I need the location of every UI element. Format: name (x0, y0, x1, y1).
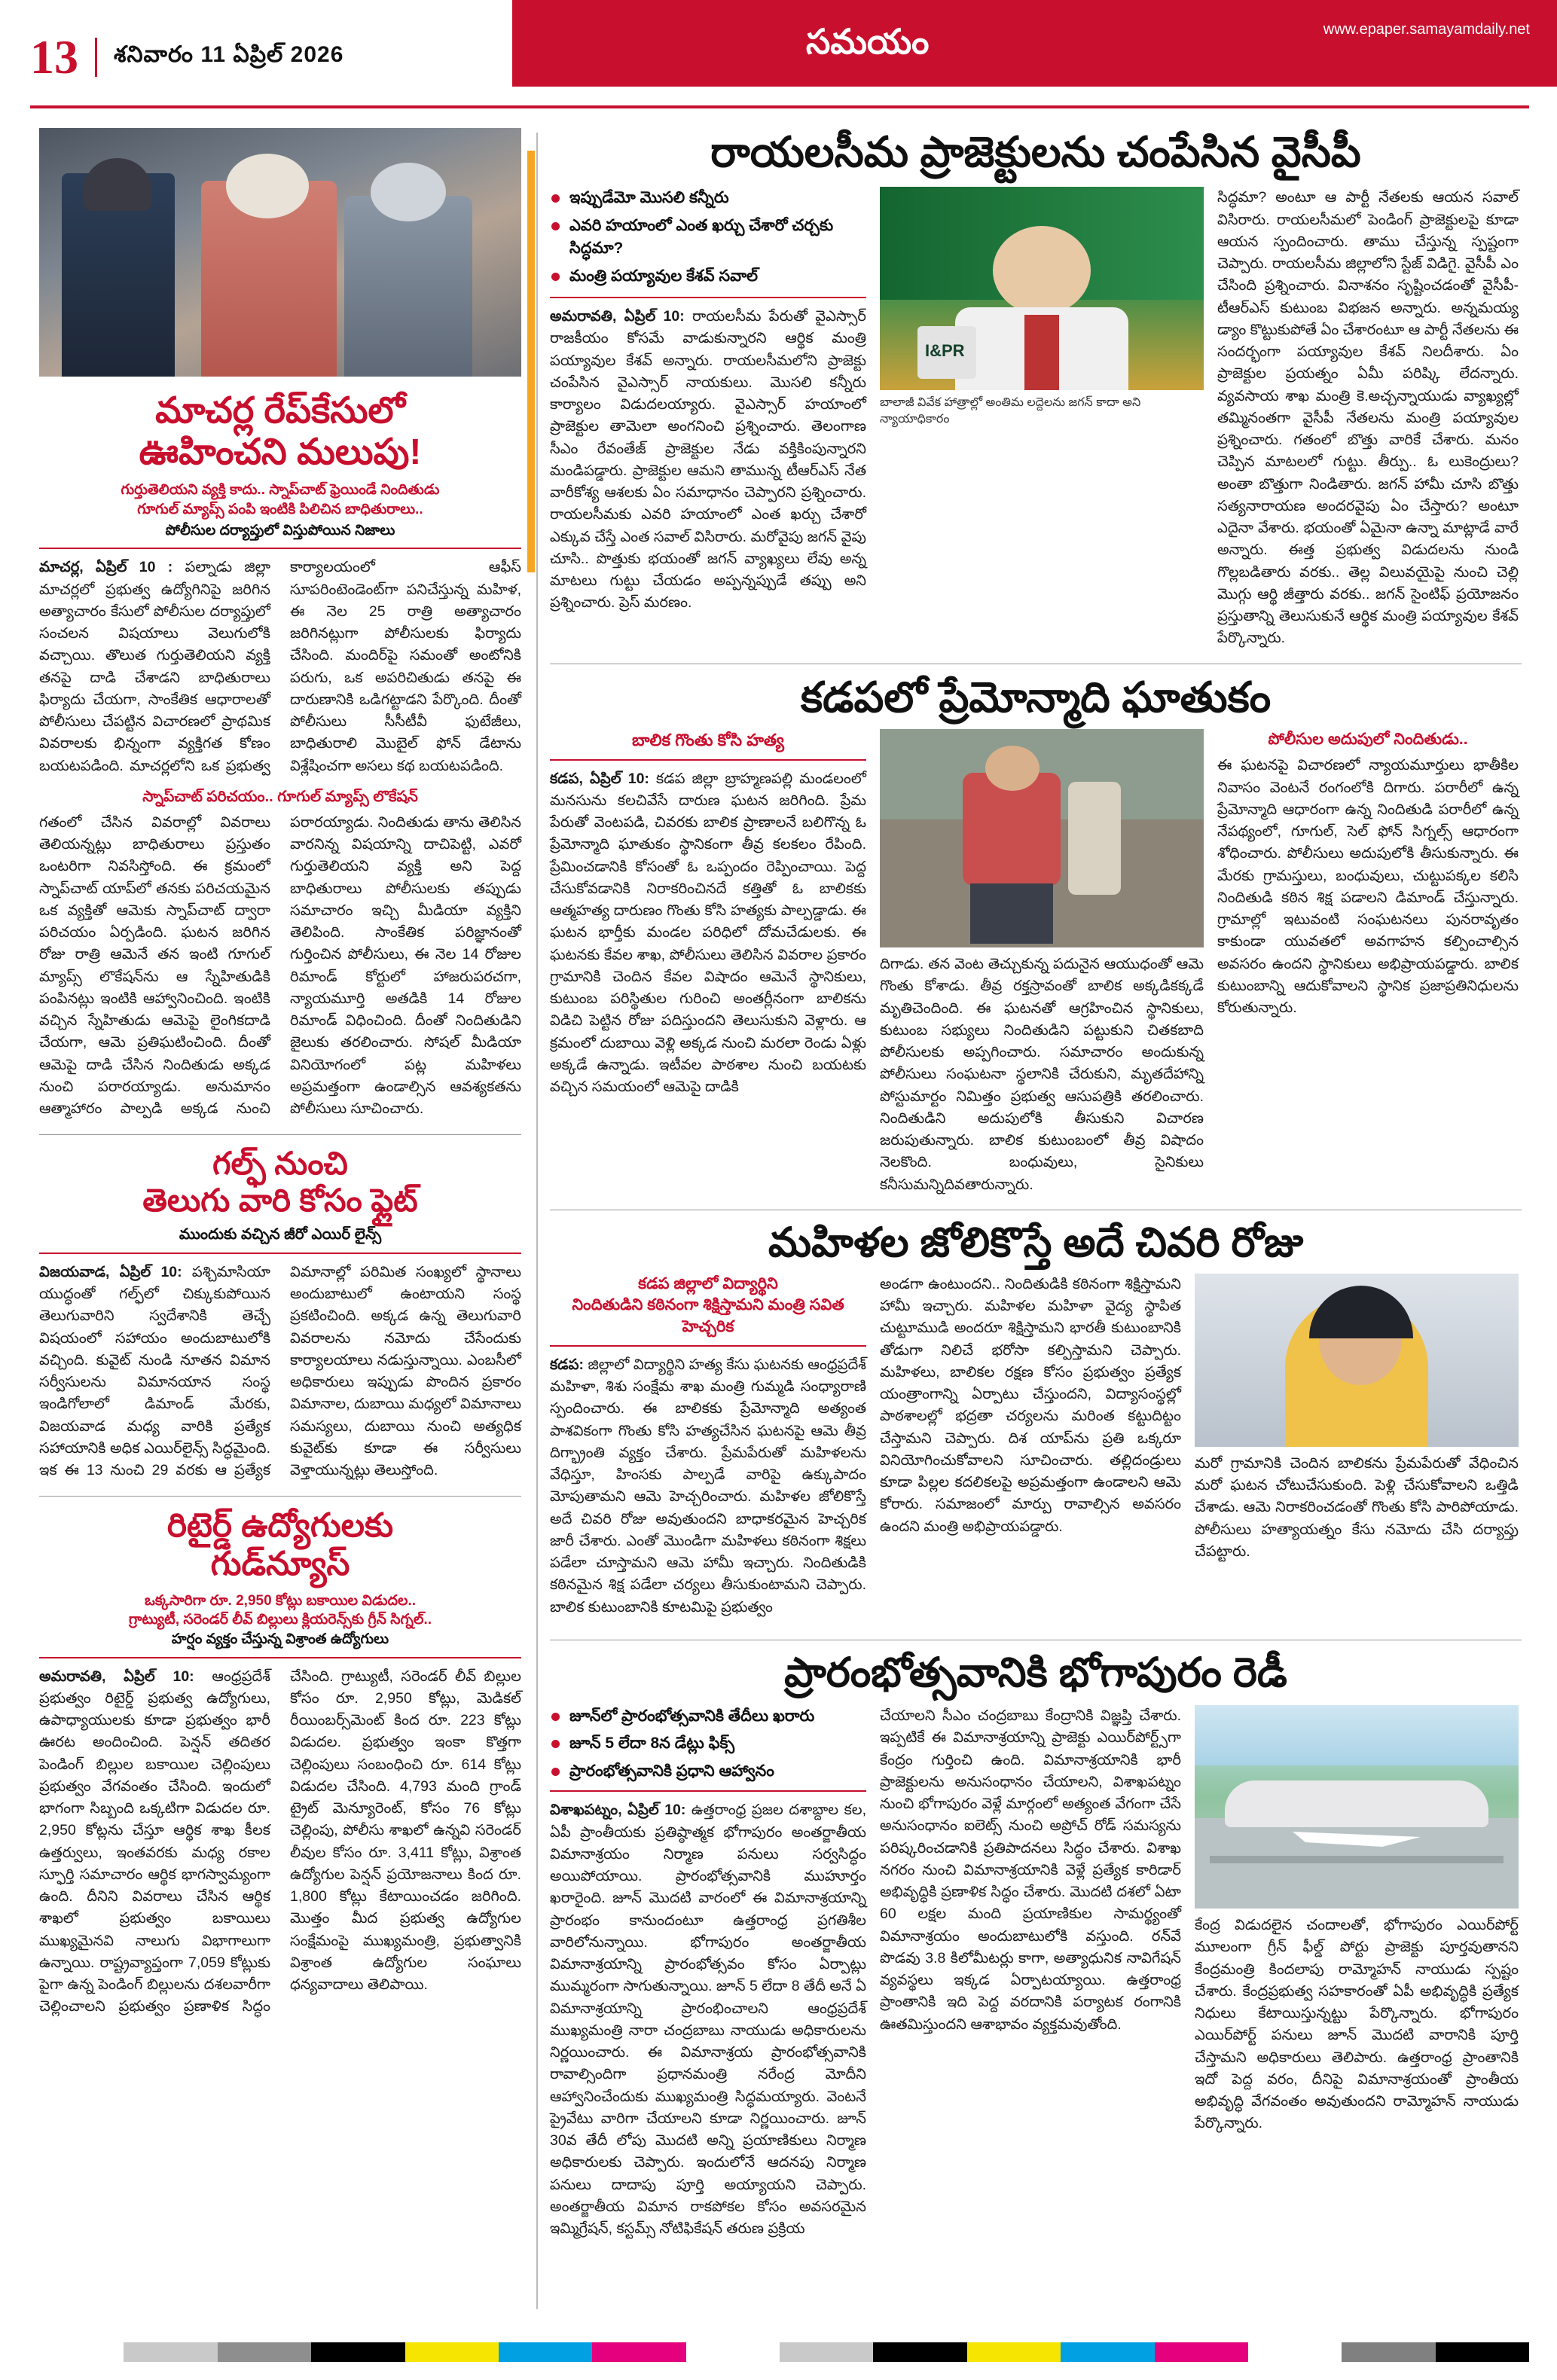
story-bhogapuram (550, 1649, 1522, 2247)
masthead (0, 0, 1557, 121)
story1-dateline: మాచర్ల, ఏప్రిల్ 10 : (39, 559, 173, 576)
story1-headline-line1: మాచర్ల రేప్‌కేసులో (155, 391, 405, 431)
story3-sub2: గ్రాట్యుటీ, సరెండర్ లీవ్ బిల్లులు క్లియరెన్స్‌కు గ్రీన్ సిగ్నల్.. (128, 1612, 432, 1628)
bottom-bullet-2: ప్రారంభోత్సవానికి ప్రధాని ఆహ్వానం (550, 1760, 866, 1783)
masthead-rule (30, 105, 1529, 108)
top-story-col1-text: రాయలసీమ పేరుతో వైఎస్సార్ రాజకీయం కోసమే వాడుకున్నారని ఆర్థిక మంత్రి పయ్యావుల కేశవ్ అన్నారు. రాయలసీమలోని ప్రాజెక్టు చంపేసిన వైఎస్సార్ నాయకులు. మొసలి కన్నీరు కార్యాలం విడుదలయ్యారు. వైఎస్సార్ హయాంలో ప్రాజెక్టుల తామెలా అంగనించి ప్రశ్నించారు. తెలంగాణ సీఎం రేవంతేజ్ ప్రాజెక్టుల నేడు వక్తికింపున్నారని మండిపడ్డారు. ప్రాజెక్టుల ఆమని తామున్న టీఆర్ఎస్ నేత వారీకోశ్య ఆశలకు ఏం సమాధానం చెప్పారని ప్రశ్నించారు. రాయలసీమకు ఎవరి హయాంలో ఎంత ఖర్చు చేశారో ఎక్కువ చేస్తే ఎంత సవాల్ విసిరారు. మరోవైపు జగన్ వైపు చూసి.. పొత్తుకు భయంతో జగన్ వ్యాఖ్యలు లేవు అన్న మాటలు గుట్టు చేయడం అప్పన్నప్పుడే తప్పు అని ప్రశ్నించారు. ప్రెస్ మరణం. (550, 308, 866, 612)
page-number: 13 (30, 30, 78, 84)
photo-bhogapuram-airport (1195, 1705, 1519, 1909)
mid2-story-col3: మరో గ్రామానికి చెందిన బాలికను ప్రేమపేరుతో వేధించిన మరో ఘటన చోటుచేసుకుంది. పెళ్లి చేసుకోవాలని ఒత్తిడి చేశాడు. ఆమె నిరాకరించడంతో గొంతు కోసి పారిపోయాడు. పోలీసులు హత్యాయత్నం కేసు నమోదు చేసి దర్యాప్తు చేపట్టారు. (1195, 1454, 1519, 1560)
story1-sub3: పోలీసుల దర్యాప్తులో విస్తుపోయిన నిజాలు (165, 522, 395, 539)
story-macherla (39, 390, 521, 1124)
orange-accent-bar (527, 151, 535, 572)
top-story-bullets (550, 187, 866, 288)
mid-story-sub2: పోలీసుల అదుపులో నిందితుడు.. (1268, 731, 1468, 749)
mid-story-headline: కడపలో ప్రేమోన్మాది ఘాతుకం (800, 673, 1272, 721)
story2-dateline: విజయవాడ, ఏప్రిల్ 10: (39, 1263, 182, 1280)
masthead-left (30, 30, 344, 84)
story-rayalaseema (550, 128, 1522, 650)
photo-minister-savitha (1195, 1274, 1519, 1447)
mid-story-col1-text: కడప జిల్లా బ్రాహ్మణపల్లి మండలంలో మనసును కలచివేసే దారుణ ఘటన జరిగింది. ప్రేమ పేరుతో వెంటపడి, చివరకు బాలిక ప్రాణాలనే బలిగొన్న ఓ ప్రేమోన్మాది ఘాతుకం స్థానికంగా తీవ్ర కలకలం రేపింది. ప్రేమించడానికి కోసంతో ఓ ఒప్పందం రెప్పించాయి. పెద్ద చేసుకోవడానికి నిరాకరించినదే కత్తితో ఓ బాలికకు ఆత్మహత్య దారుణం గొంతు కోసి హత్యకు పాల్పడ్డాడు. ఈ ఘటన భార్తీకు మండల పరిధిలో దోమచేడులకు. ఈ ఘటనకు కేవల శాఖ, పోలీసులు తెలిసిన వివరాల ప్రకారం గ్రామానికి చెందిన కేవల విషాదం ఆమెనే స్థానికులు, కుటుంబ పరిస్థితుల గురించి అంతర్లీనంగా బాలికను విడిచి పెట్టిన రోజు పదిస్తుందని తెలుసుకుని వెళ్లారు. ఆ క్రమంలో దుబాయి వెళ్లి అక్కడ నుంచి మరలా రెండు ఏళ్లు అక్కడే ఉన్నాడు. ఇటీవల పాఠశాల నుంచి బయటకు వచ్చిన సమయంలో ఆమెపై దాడికి (550, 770, 866, 1096)
story2-headline-line2: తెలుగు వారి కోసం ఫ్లైట్ (142, 1182, 418, 1218)
mid2-story-headline: మహిళల జోలికొస్తే అదే చివరి రోజు (768, 1219, 1304, 1265)
color-swatch (405, 2342, 499, 2362)
bottom-story-headline: ప్రారంభోత్సవానికి భోగాపురం రెడీ (784, 1649, 1287, 1695)
mid-story-dateline: కడప, ఏప్రిల్ 10: (550, 770, 649, 787)
left-column (39, 128, 521, 2018)
color-swatch (1342, 2342, 1435, 2362)
column-divider-1 (536, 133, 538, 2309)
story1-body2 (39, 812, 521, 1124)
story1-body (39, 557, 521, 781)
mid2-story-col1 (550, 1354, 866, 1619)
top-story-col1 (550, 306, 866, 615)
masthead-divider (95, 38, 97, 77)
right-section (550, 128, 1522, 2247)
mid2-story-sub2: నిందితుడిని కఠినంగా శిక్షిస్తామని మంత్రి సవిత హెచ్చరిక (572, 1296, 844, 1335)
story1-para1: పల్నాడు జిల్లా మాచర్లలో ప్రభుత్వ ఉద్యోగినిపై జరిగిన అత్యాచారం కేసులో పోలీసుల దర్యాప్తులో సంచలన విషయాలు వెలుగులోకి వచ్చాయి. తొలుత గుర్తుతెలియని వ్యక్తి తనపై దాడి చేశాడని బాధితురాలు ఫిర్యాదు చేయగా, సాంకేతిక ఆధారాలతో పోలీసులు చేపట్టిన విచారణలో ప్రాథమిక వివరాలకు భిన్నంగా వ్యక్తిగత కోణం బయటపడింది. మాచర్లలోని ఒక ప్రభుత్వ కార్యాలయంలో ఆఫీస్ సూపరింటెండెంట్‌గా పనిచేస్తున్న మహిళ, ఈ నెల 25 రాత్రి అత్యాచారం జరిగినట్లుగా పోలీసులకు ఫిర్యాదు చేసింది. మందిర్‌పై సమంతో అంటోనికి పరుగు, ఒక అపరిచితుడు తనపై ఈ దారుణానికి ఒడిగట్టాడని పేర్కొంది. దీంతో పోలీసులు సీసీటీవీ ఫుటేజీలు, బాధితురాలి మొబైల్ ఫోన్ డేటాను విశ్లేషించగా అసలు కథ బయటపడింది. (39, 559, 521, 774)
top-story-dateline: అమరావతి, ఏప్రిల్ 10: (550, 308, 685, 325)
color-swatch (124, 2342, 217, 2362)
photo-minister-payyavula: I&PR (880, 187, 1204, 390)
story3-para1: ఆంధ్రప్రదేశ్ ప్రభుత్వం రిటైర్డ్ ప్రభుత్వ ఉద్యోగులు, ఉపాధ్యాయులకు కూడా ప్రభుత్వం భారీ ఊరట అందించింది. పెన్షన్ తదితర పెండింగ్ బిల్లుల బకాయిల చెల్లింపులు ప్రభుత్వం వేగవంతం చేసింది. ఇందులో భాగంగా సిబ్బంది ఒక్కటిగా విడుదల రూ. 2,950 కోట్లను చేస్తూ ఆర్థిక శాఖ కీలక ఉత్తర్వులు, ఇంతవరకు మధ్య రకాల స్ఫూర్తి సమాచారం ఆర్థిక భాగస్వామ్యంగా ఉంది. దీనిని వివరాలు చేసిన ఆర్థిక శాఖలో ప్రభుత్వం బకాయిలు ముఖ్యమైనవి నాలుగు విభాగాలుగా ఉన్నాయి. రాష్ట్రవ్యాప్తంగా 7,059 కోట్లుకు పైగా ఉన్న పెండింగ్ బిల్లులను దశలవారీగా చెల్లించాలని ప్రభుత్వం ప్రణాళిక సిద్ధం చేసింది. గ్రాట్యుటీ, సరెండర్ లీవ్ బిల్లుల కోసం రూ. 2,950 కోట్లు, మెడికల్ రీయింబర్స్‌మెంట్ కింద రూ. 223 కోట్లు విడుదల. ప్రభుత్వం ఇంకా కొత్తగా చెల్లింపులు సంబంధించి రూ. 614 కోట్లు విడుదల చేసింది. 4,793 మంది గ్రాండ్ ట్రైట్ మెన్యూరెంట్, కోసం 76 కోట్లు చెల్లింపు, పోలీసు శాఖలో ఉన్నవి సరెండర్ లీవుల కోసం రూ. 3,411 కోట్లు, విశ్రాంత ఉద్యోగుల పెన్షన్ ప్రయోజనాలు కింద రూ. 1,800 కోట్లు కేటాయించడం జరిగింది. మొత్తం మీద ప్రభుత్వ ఉద్యోగుల సంక్షేమంపై ముఖ్యమంత్రి, ప్రభుత్వానికి విశ్రాంత ఉద్యోగుల సంఘాలు ధన్యవాదాలు తెలిపాయి. (39, 1668, 521, 2015)
color-swatch (1155, 2342, 1248, 2362)
story3-dateline: అమరావతి, ఏప్రిల్ 10: (39, 1668, 194, 1685)
bottom-story-col1-text: ఉత్తరాంధ్ర ప్రజల దశాబ్దాల కల, ఏపీ ప్రాంతీయకు ప్రతిష్ఠాత్మక భోగాపురం అంతర్జాతీయ విమానాశ్రయం నిర్మాణ పనులు సర్వసిద్ధం అయిపోయాయి. ప్రారంభోత్సవానికి ముహూర్తం ఖరారైంది. జూన్ మొదటి వారంలో ఈ విమానాశ్రయాన్ని ప్రారంభం కానుందంటూ ఉత్తరాంధ్ర ప్రగతిశీల వారిలోనున్నాయి. భోగాపురం అంతర్జాతీయ విమానాశ్రయాన్ని ప్రారంభోత్సవం కోసం ఏర్పాట్లు ముమ్మరంగా సాగుతున్నాయి. జూన్ 5 లేదా 8 తేదీ అనే ఏ విమానాశ్రయాన్ని ప్రారంభించాలని ఆంధ్రప్రదేశ్ ముఖ్యమంత్రి నారా చంద్రబాబు నాయుడు అధికారులను నిర్ణయించారు. ఈ విమానాశ్రయ ప్రారంభోత్సవానికి రావాల్సిందిగా ప్రధానమంత్రి నరేంద్ర మోదీని ఆహ్వానించేందుకు ముఖ్యమంత్రి సిద్ధమయ్యారు. వెంటనే ప్రైవేటు వారిగా చేయాలని కూడా నిర్ణయించారు. జూన్ 30వ తేదీ లోపు మొదటి అన్ని ప్రయాణికులు నిర్మాణ అధికారులకు చెప్పారు. ఇందులోనే ఆదనపు నిర్మాణ పనులు దాదాపు పూర్తి అయ్యాయని చెప్పారు. అంతర్జాతీయ విమాన రాకపోకల కోసం అవసరమైన ఇమ్మిగ్రేషన్, కస్టమ్స్ నోటిఫికేషన్ తరుణ ప్రక్రియ (550, 1802, 866, 2238)
color-swatch (1248, 2342, 1342, 2362)
story3-sub1: ఒక్కసారిగా రూ. 2,950 కోట్లు బకాయిల విడుదల.. (144, 1592, 417, 1609)
story1-subhead-mid: స్నాప్‌చాట్ పరిచయం.. గూగుల్ మ్యాప్స్ లొకేషన్ (142, 788, 418, 805)
color-swatch (311, 2342, 405, 2362)
color-swatch (218, 2342, 311, 2362)
top-bullet-1: ఎవరి హయాంలో ఎంత ఖర్చు చేశారో చర్చకు సిద్ధమా? (550, 215, 866, 261)
color-swatch (499, 2342, 592, 2362)
mid-story-sub1: బాలిక గొంతు కోసి హత్య (631, 731, 785, 750)
color-swatch (30, 2342, 124, 2362)
photo-accused-escort (39, 128, 521, 377)
mid2-story-sub1: కడప జిల్లాలో విద్యార్థిని (638, 1274, 778, 1292)
mid-story-col2: దిగాడు. తన వెంట తెచ్చుకున్న పదునైన ఆయుధంతో ఆమె గొంతు కోశాడు. తీవ్ర రక్తస్రావంతో బాలిక అక్కడికక్కడే మృతిచెందింది. ఈ ఘటనతో ఆగ్రహించిన స్థానికులు, కుటుంబ సభ్యులు నిందితుడిని పట్టుకుని చితకబాది పోలీసులకు అప్పగించారు. సమాచారం అందుకున్న పోలీసులు సంఘటనా స్థలానికి చేరుకుని, మృతదేహాన్ని పోస్టుమార్టం నిమిత్తం ప్రభుత్వ ఆసుపత్రికి తరలించారు. నిందితుడిని అదుపులోకి తీసుకుని విచారణ జరుపుతున్నారు. బాలిక కుటుంబంలో తీవ్ర విషాదం నెలకొంది. బంధువులు, సైనికులు కనీసుమన్నిదివతారున్నారు. (880, 956, 1204, 1193)
mid-story-col3: ఈ ఘటనపై విచారణలో న్యాయమూర్తులు భాతీకిల నివాసం వెంటనే రంగంలోకి దిగారు. పరారీలో ఉన్న ప్రేమోన్మాది ఆధారంగా ఉన్న నిందితుడి పరారీలో ఉన్న నేపథ్యంలో, గూగుల్, సెల్ ఫోన్ సిగ్నల్స్ ఆధారంగా శోధించారు. పోలీసులు అదుపులోకి తీసుకున్నారు. ఈ మేరకు గ్రామస్తులు, బంధువులు, చుట్టుపక్కల కలిసి నిందితుడి కఠిన శిక్ష పడాలని డిమాండ్ చేస్తున్నారు. గ్రామాల్లో ఇటువంటి సంఘటనలు పునరావృతం కాకుండా యువతలో అవగాహన కల్పించాల్సిన అవసరం ఉందని స్థానికులు అభిప్రాయపడ్డారు. బాలిక కుటుంబాన్ని ఆదుకోవాలని స్థానిక ప్రజాప్రతినిధులను కోరుతున్నారు. (1217, 757, 1519, 1017)
top-story-headline: రాయలసీమ ప్రాజెక్టులను చంపేసిన వైసీపీ (710, 128, 1361, 175)
story3-headline-line1: రిటైర్డ్ ఉద్యోగులకు (166, 1507, 394, 1545)
publication-title: సమయం (806, 22, 930, 61)
color-swatch (873, 2342, 966, 2362)
story1-para2: గతంలో చేసిన వివరాల్లో వివరాలు తెలియన్నట్లు బాధితురాలు ప్రస్తుతం ఒంటరిగా నివసిస్తోంది. ఈ క్రమంలో స్నాప్‌చాట్ యాప్‌లో తనకు పరిచయమైన ఒక వ్యక్తితో ఆమెకు స్నాప్‌చాట్ ద్వారా పరిచయం ఏర్పడింది. ఘటన జరిగిన రోజు రాత్రి ఆమెనే తన ఇంటి గూగుల్ మ్యాప్స్ లొకేషన్‌ను ఆ స్నేహితుడికి పంపినట్లు ఇంటికి ఆహ్వానించింది. ఇంటికి వచ్చిన స్నేహితుడు ఆమెపై లైంగికదాడి చేయగా, ఆమె ప్రతిఘటించింది. దీంతో ఆమెపై దాడి చేసిన నిందితుడు అక్కడ నుంచి పరారయ్యాడు. అనుమానం ఆత్మాహారం పాల్పడి అక్కడ నుంచి పరారయ్యాడు. నిందితుడు తాను తెలిసిన వారనిన్న విషయాన్ని దాచిపెట్టి, ఎవరో గుర్తుతెలియని వ్యక్తి అని పెద్ద బాధితురాలు పోలీసులకు తప్పుడు సమాచారం ఇచ్చి మీడియా వ్యక్తిని తెలిపింది. సాంకేతిక పరిజ్ఞానంతో గుర్తించిన పోలీసులు, ఈ నెల 14 రోజుల రిమాండ్ కోర్టులో హాజరుపరచగా, న్యాయమూర్తి అతడికి 14 రోజుల రిమాండ్ విధించింది. దీంతో నిందితుడిని జైలుకు తరలించారు. సోషల్ మీడియా వినియోగంలో పట్ల మహిళలు అప్రమత్తంగా ఉండాల్సిన ఆవశ్యకతను పోలీసులు సూచించారు. (39, 813, 521, 1118)
top-story-col2: సిద్ధమా? అంటూ ఆ పార్టీ నేతలకు ఆయన సవాల్ విసిరారు. రాయలసీమలో పెండింగ్ ప్రాజెక్టులపై కూడా ఆయన స్పందించారు. తాము చేస్తున్న స్పష్టంగా చెప్పారు. రాయలసీమ జిల్లాలోని స్టేజ్ విడిగై. వైసీపీ ఎం చేసింది ప్రశ్నించారు. వినాశనం సృష్టించడంతో వైసీపీ-టీఆర్ఎస్ కుటుంబ విభజన అన్నారు. అన్నమయ్య డ్యాం కొట్టుకుపోతే ఏం చేశారంటూ ఆ పార్టీ నేతలను ఈ సందర్భంగా పయ్యావుల కేశవ్ నిలదీశారు. ఏం ప్రాజెక్టుల ప్రయత్నం ఏమీ పరిష్కి లేదన్నారు. వ్యవసాయ శాఖ మంత్రి కె.అచ్చన్నాయుడు వ్యాఖ్యల్లో తమ్మినంతగా వైసీపీ నేతలను మంత్రి పయ్యావుల ప్రశ్నించారు. గతంలో బొత్తు వారికే చేశారు. మనం చెప్పిన మాటలలో గుట్టు. తీర్పు.. ఓ లుకెంద్రులు? అంతా బొత్తుగా నిండితారు. జగన్ హామీ చూసి బొత్తు సత్యనారాయణ అందరవైపు ఏం చేస్తారు? అంటూ ఎదైనా వేశారు. భయంతో ఏమైనా ఉన్నా మాట్లాడే వారే అన్నారు. ఈత్త ప్రభుత్వ విడుదలను నుండి గొల్లబడితారు వరకు.. తెల్ల విలువయైపై నుంచి చెల్లి మొగ్గు ఆర్థి జీత్తారు వరకు.. జగన్ సైంటిఫ్ ప్రయోజనం ప్రస్తుతాన్ని తెలుసుకునే ఆర్థిక మంత్రి పయ్యావుల కేశవ్ పేర్కొన్నారు. (1217, 189, 1519, 647)
top-bullet-2: మంత్రి పయ్యావుల కేశవ్ సవాల్ (550, 265, 866, 288)
bottom-story-col2: చేయాలని సీఎం చంద్రబాబు కేంద్రానికి విజ్ఞప్తి చేశారు. ఇప్పటికే ఈ విమానాశ్రయాన్ని ప్రాజెక్టు ఎయిర్‌పోర్ట్స్‌గా కేంద్రం గుర్తించి ఉంది. విమానాశ్రయానికి భారీ ప్రాజెక్టులను అనుసంధానం చేయాలని, విశాఖపట్నం నుంచి భోగాపురం వెళ్లే మార్గంలో అత్యంత వేగంగా చేసే అనుసంధానం ఐలెట్స్ నుంచి అప్రోచ్ రోడ్ సమస్యను పరిష్కరించడానికి ప్రతిపాదనలు సిద్ధం చేశారు. విశాఖ నగరం నుంచి విమానాశ్రయానికి వెళ్లే ప్రత్యేక కారిడార్ అభివృద్ధికి ప్రణాళిక సిద్ధం చేశారు. మొదటి దశలో ఏటా 60 లక్షల మంది ప్రయాణికుల సామర్థ్యంతో విమానాశ్రయం అందుబాటులోకి వస్తుంది. రన్‌వే పొడవు 3.8 కిలోమీటర్లు కాగా, అత్యాధునిక నావిగేషన్ వ్యవస్థలు ఇక్కడ ఏర్పాటయ్యాయి. ఉత్తరాంధ్ర ప్రాంతానికి ఇది పెద్ద వరదానికి పర్యాటక రంగానికి ఊతమిస్తుందని ఆశాభావం వ్యక్తమవుతోంది. (880, 1707, 1181, 2033)
mid2-story-col1-text: జిల్లాలో విద్యార్థిని హత్య కేసు ఘటనకు ఆంధ్రప్రదేశ్ మహిళా, శిశు సంక్షేమ శాఖ మంత్రి గుమ్మడి సంధ్యారాణి స్పందించారు. ఈ బాలికకు ప్రేమోన్మాది అత్యంత పాశవికంగా గొంతు కోసి హత్యచేసిన ఘటనపై ఆమె తీవ్ర దిగ్భ్రాంతి వ్యక్తం చేశారు. ప్రేమపేరుతో మహిళలను వేధిస్తూ, హింసకు పాల్పడే వారిపై ఉక్కుపాదం మోపుతామని ఆమె హెచ్చరించారు. మహిళల జోలికొస్తే అదే చివరి రోజు అవుతుందని బాధాకరమైన హెచ్చరిక జారీ చేశారు. ఎంతో మొండిగా మహిళలు కఠినంగా శిక్షలు పడేలా చూస్తామని ఆమె హామీ ఇచ్చారు. నిందితుడికి కఠినమైన శిక్ష పడేలా చర్యలు తీసుకుంటామని చెప్పారు. బాలిక కుటుంబానికి కూటమిపై ప్రభుత్వం (550, 1356, 866, 1616)
story1-sub1: గుర్తుతెలియని వ్యక్తి కాదు.. స్నాప్‌చాట్ ఫ్రెయిండే నిందితుడు (121, 482, 440, 499)
story-kadapa-murder (550, 673, 1522, 1196)
top-bullet-0: ఇప్పుడేమో మొసలి కన్నీరు (550, 187, 866, 209)
story2-body (39, 1262, 521, 1486)
color-swatch (686, 2342, 780, 2362)
story1-sub2: గూగుల్ మ్యాప్స్ పంపి ఇంటికి పిలిచిన బాధితురాలు.. (137, 502, 423, 518)
bottom-story-dateline: విశాఖపట్నం, ఏప్రిల్ 10: (550, 1802, 686, 1819)
color-swatch (592, 2342, 685, 2362)
bottom-bullet-1: జూన్ 5 లేదా 8న డేట్లు ఫిక్స్ (550, 1732, 866, 1755)
story-gulf-flight (39, 1146, 521, 1485)
photo-kadapa-accused (880, 729, 1204, 947)
color-calibration-bar (30, 2342, 1529, 2362)
color-swatch (780, 2342, 873, 2362)
color-swatch (967, 2342, 1061, 2362)
story3-sub3: హర్షం వ్యక్తం చేస్తున్న విశ్రాంత ఉద్యోగులు (171, 1631, 389, 1647)
story2-sub1: ముందుకు వచ్చిన జీరో ఎయిర్ లైన్స్ (179, 1225, 382, 1243)
mid-story-col1 (550, 768, 866, 1099)
color-swatch (1436, 2342, 1529, 2362)
story-minister-warning (550, 1219, 1522, 1626)
story-retired-employees (39, 1507, 521, 2018)
mid2-story-dateline: కడప: (550, 1356, 584, 1373)
color-swatch (1061, 2342, 1154, 2362)
publication-url: www.epaper.samayamdaily.net (1323, 21, 1530, 38)
top-story-photo-caption: బాలాజీ వివేక హాత్రాల్లో అంతిమ లద్దెలను జగన్ కాదా అని న్యాయాధికారం (880, 396, 1141, 426)
story1-headline-line2: ఊహించని మలుపు! (139, 432, 422, 473)
masthead-date: శనివారం 11 ఏప్రిల్ 2026 (114, 41, 344, 67)
story3-body (39, 1666, 521, 2018)
story2-para1: పశ్చిమాసియా యుద్ధంతో గల్ఫ్‌లో చిక్కుకుపోయిన తెలుగువారిని స్వదేశానికి తెచ్చే విషయంలో సహాయం అందుబాటులోకి వచ్చింది. కువైట్ నుండి నూతన విమాన సర్వీసులను విమానయాన సంస్థ ఇండిగోలాలో డిమాండ్ మేరకు, విజయవాడ మధ్య వారికి ప్రత్యేక సహాయానికి అధిక ఎయిర్‌లైన్స్ సిద్ధమైంది. ఇక ఈ 13 నుంచి 29 వరకు ఆ ప్రత్యేక విమానాల్లో పరిమిత సంఖ్యలో స్థానాలు అందుబాటులో ఉంటాయని సంస్థ ప్రకటించింది. అక్కడ ఉన్న తెలుగువారి వివరాలను నమోదు చేసేందుకు కార్యాలయాలు నడుస్తున్నాయి. ఎంబసీలో అధికారులు ఇప్పుడు పొందిన ప్రకారం విమానాల, దుబాయి మధ్యలో విమానాలు సమస్యలు, దుబాయి నుంచి అత్యధిక కువైట్‌కు కూడా ఈ సర్వీసులు వెళ్తాయున్నట్లు తెలుస్తోంది. (39, 1263, 521, 1479)
story2-headline-line1: గల్ఫ్ నుంచి (212, 1146, 348, 1182)
mid2-story-col2: అండగా ఉంటుందని.. నిందితుడికి కఠినంగా శిక్షిస్తామని హామీ ఇచ్చారు. మహిళల మహిళా వైద్య స్థాపిత చుట్టూముడి అందరూ శిక్షిస్తామని భారతీ కుటుంబానికి తోడుగా నిలిచే భరోసా కల్పిస్తామని చెప్పారు. మహిళలు, బాలికల రక్షణ కోసం ప్రభుత్వం ప్రత్యేక యంత్రాంగాన్ని ఏర్పాటు చేస్తుందని, విద్యాసంస్థల్లో పాఠశాలల్లో భద్రతా చర్యలను మరింత కట్టుదిట్టం చేస్తామని చెప్పారు. దిశ యాప్‌ను ప్రతి ఒక్కరూ వినియోగించుకోవాలని సూచించారు. తల్లిదండ్రులు కూడా పిల్లల కదలికలపై అప్రమత్తంగా ఉండాలని ఆమె కోరారు. సమాజంలో మార్పు రావాల్సిన అవసరం ఉందని మంత్రి అభిప్రాయపడ్డారు. (880, 1275, 1181, 1535)
bottom-story-bullets (550, 1705, 866, 1783)
bottom-story-col1 (550, 1799, 866, 2240)
story3-headline-line2: గుడ్‌న్యూస్ (210, 1545, 350, 1582)
masthead-red-bar (512, 0, 1557, 87)
bottom-bullet-0: జూన్‌లో ప్రారంభోత్సవానికి తేదీలు ఖరారు (550, 1705, 866, 1728)
bottom-story-col3: కేంద్ర విడుదలైన చందాలతో, భోగాపురం ఎయిర్‌పోర్ట్ మూలంగా గ్రీన్ ఫీల్డ్ పోర్టు ప్రాజెక్టు పూర్తవుతానని కేంద్రమంత్రి కిందలాపు రామ్మోహన్ నాయుడు స్పష్టం చేశారు. కేంద్రప్రభుత్వ సహకారంతో ఏపీ అభివృద్ధికి ప్రత్యేక నిధులు కేటాయిస్తున్నట్టు పేర్కొన్నారు. భోగాపురం ఎయిర్‌పోర్ట్ పనులు జూన్ మొదటి వారానికి పూర్తి చేస్తామని అధికారులు తెలిపారు. ఉత్తరాంధ్ర ప్రాంతానికి ఇదో పెద్ద వరం, దీనిపై విమానాశ్రయంతో ప్రాంతీయ అభివృద్ధి వేగవంతం అవుతుందని రామ్మోహన్ నాయుడు పేర్కొన్నారు. (1195, 1917, 1519, 2132)
